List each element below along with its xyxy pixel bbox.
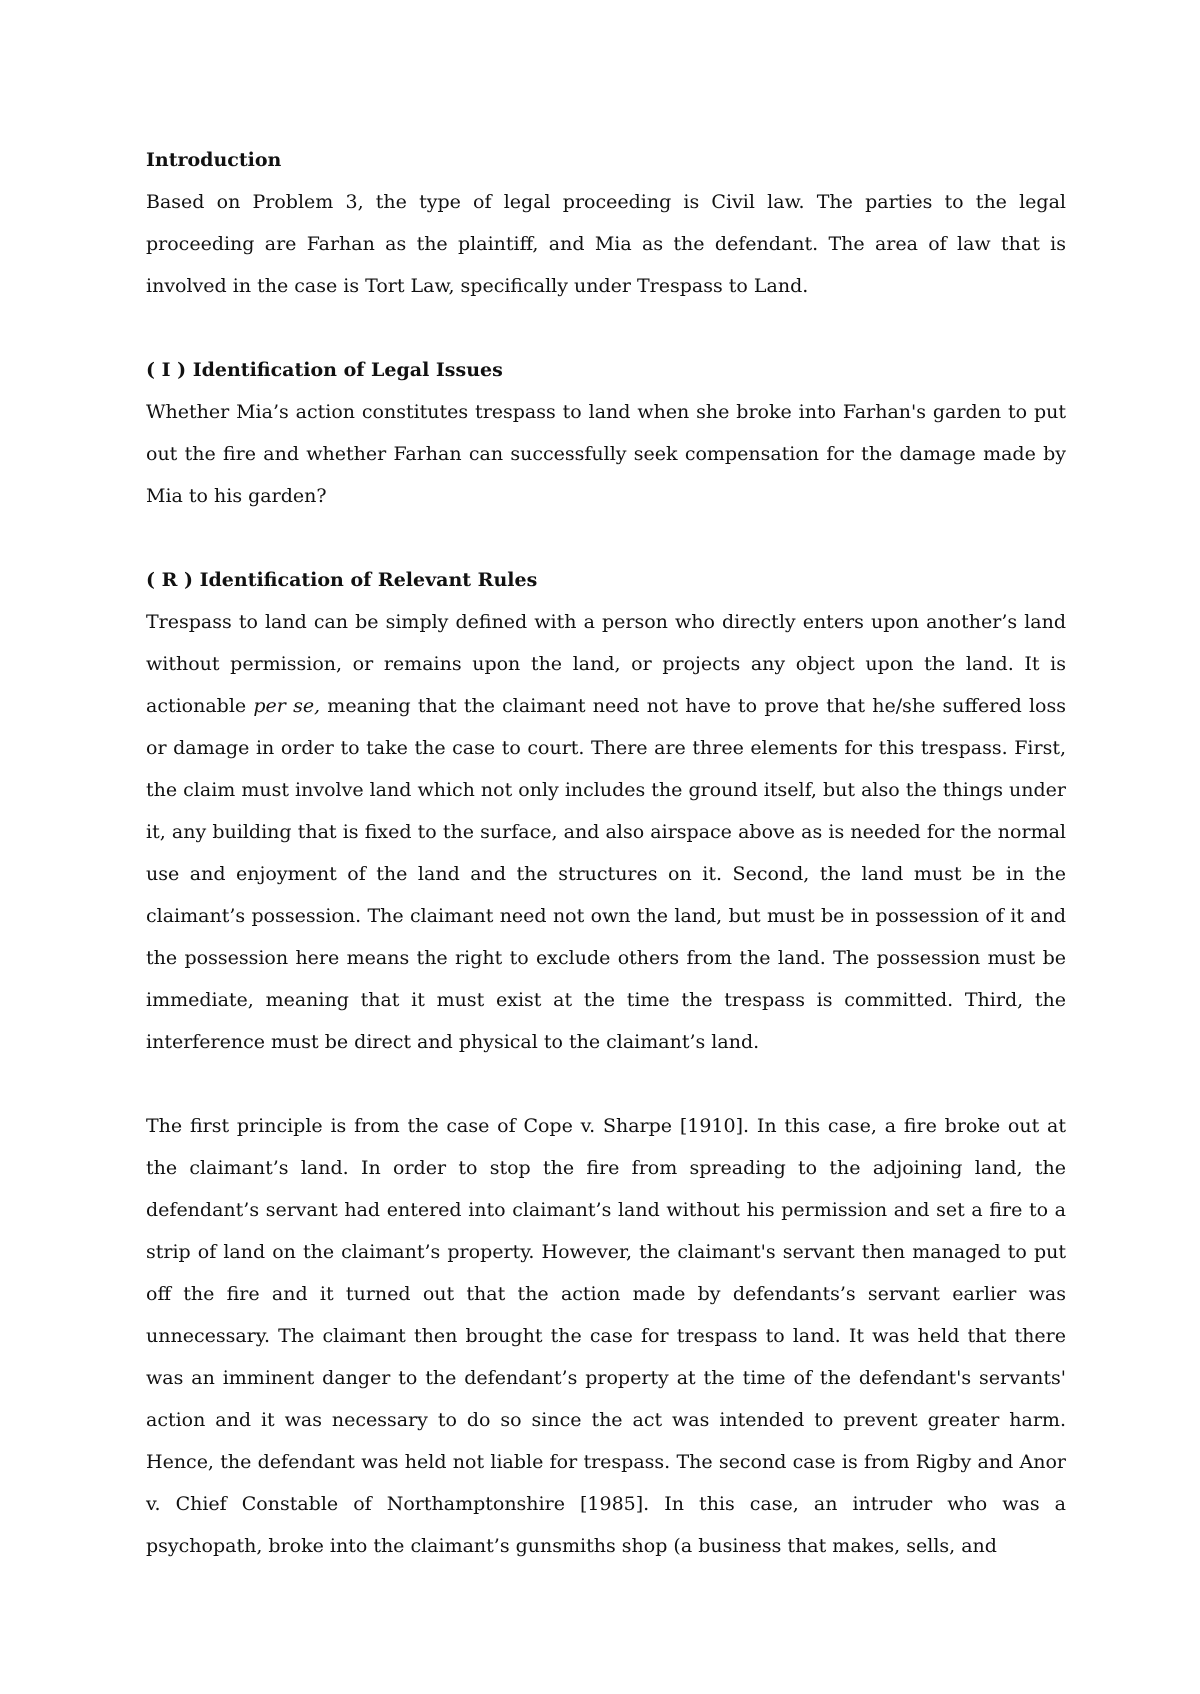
paragraph-spacer bbox=[146, 517, 1066, 559]
introduction-paragraph: Based on Problem 3, the type of legal proceeding is Civil law. The parties to the legal proceeding are Farhan as the plaintiff, and Mia as the defendant. The area of law that is involved in the case is Tort Law, specifically under Trespass to Land. bbox=[146, 191, 1066, 297]
legal-issues-paragraph: Whether Mia’s action constitutes trespass to land when she broke into Farhan's garden to put out the fire and whether Farhan can successfully seek compensation for the damage made by Mia to his garden? bbox=[146, 401, 1066, 507]
paragraph-spacer bbox=[146, 1063, 1066, 1105]
rules-text-part1: Trespass to land can be simply defined with a person who directly enters upon another’s land without permission, or remains upon the land, or projects any object upon the land. It is actionable bbox=[146, 611, 1066, 717]
case-principles-paragraph: The first principle is from the case of Cope v. Sharpe [1910]. In this case, a fire broke out at the claimant’s land. In order to stop the fire from spreading to the adjoining land, the defendant’s servant had entered into claimant’s land without his permission and set a fire to a strip of land on the claimant’s property. However, the claimant's servant then managed to put off the fire and it turned out that the action made by defendants’s servant earlier was unnecessary. The claimant then brought the case for trespass to land. It was held that there was an imminent danger to the defendant’s property at the time of the defendant's servants' action and it was necessary to do so since the act was intended to prevent greater harm. Hence, the defendant was held not liable for trespass. The second case is from Rigby and Anor v. Chief Constable of Northamptonshire [1985]. In this case, an intruder who was a psychopath, broke into the claimant’s gunsmiths shop (a business that makes, sells, and bbox=[146, 1115, 1066, 1557]
relevant-rules-paragraph bbox=[146, 601, 1066, 1063]
relevant-rules-heading: ( R ) Identification of Relevant Rules bbox=[146, 569, 538, 591]
introduction-heading: Introduction bbox=[146, 149, 282, 171]
rules-text-part2: meaning that the claimant need not have to prove that he/she suffered loss or damage in order to take the case to court. There are three elements for this trespass. First, the claim must involve land which not only includes the ground itself, but also the things under it, any building that is fixed to the surface, and also airspace above as is needed for the normal use and enjoyment of the land and the structures on it. Second, the land must be in the claimant’s possession. The claimant need not own the land, but must be in possession of it and the possession here means the right to exclude others from the land. The possession must be immediate, meaning that it must exist at the time the trespass is committed. Third, the interference must be direct and physical to the claimant’s land. bbox=[146, 695, 1066, 1053]
legal-issues-heading: ( I ) Identification of Legal Issues bbox=[146, 359, 503, 381]
rules-text-italic: per se, bbox=[253, 695, 321, 717]
document-body bbox=[146, 139, 1066, 1567]
paragraph-spacer bbox=[146, 307, 1066, 349]
